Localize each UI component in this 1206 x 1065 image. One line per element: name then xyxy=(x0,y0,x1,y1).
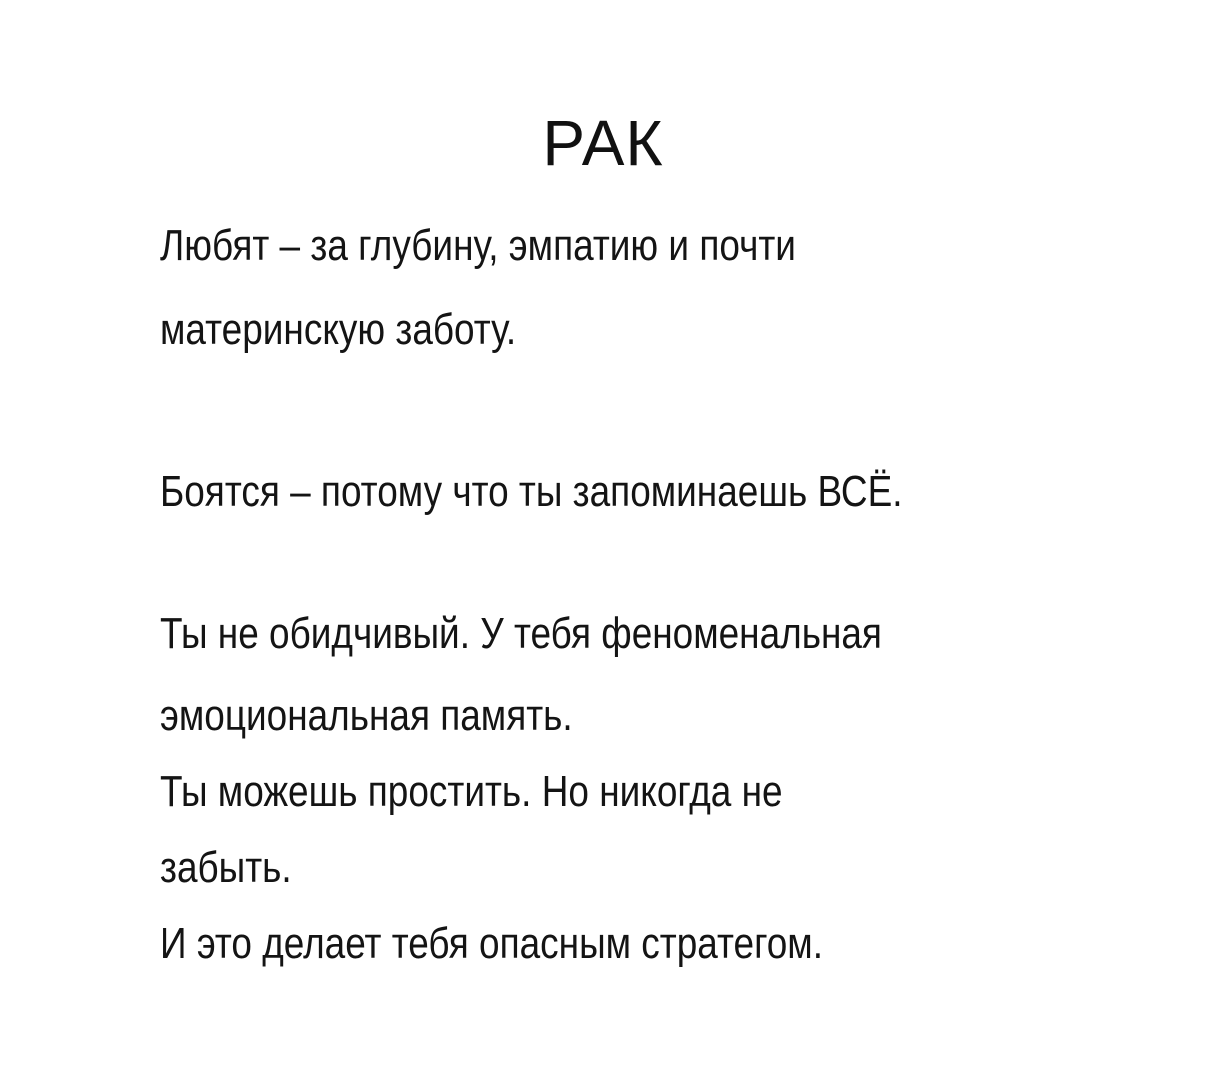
fear-line-1: Боятся – потому что ты запоминаешь ВСЁ. xyxy=(160,467,903,516)
memory-line-2: эмоциональная память. xyxy=(160,691,573,740)
page-title: РАК xyxy=(542,106,664,179)
memory-line-5: И это делает тебя опасным стратегом. xyxy=(160,919,823,968)
memory-line-4: забыть. xyxy=(160,843,292,892)
love-line-2: материнскую заботу. xyxy=(160,305,517,354)
love-line-1: Любят – за глубину, эмпатию и почти xyxy=(160,221,796,270)
memory-line-3: Ты можешь простить. Но никогда не xyxy=(160,767,783,816)
memory-line-1: Ты не обидчивый. У тебя феноменальная xyxy=(160,609,882,658)
